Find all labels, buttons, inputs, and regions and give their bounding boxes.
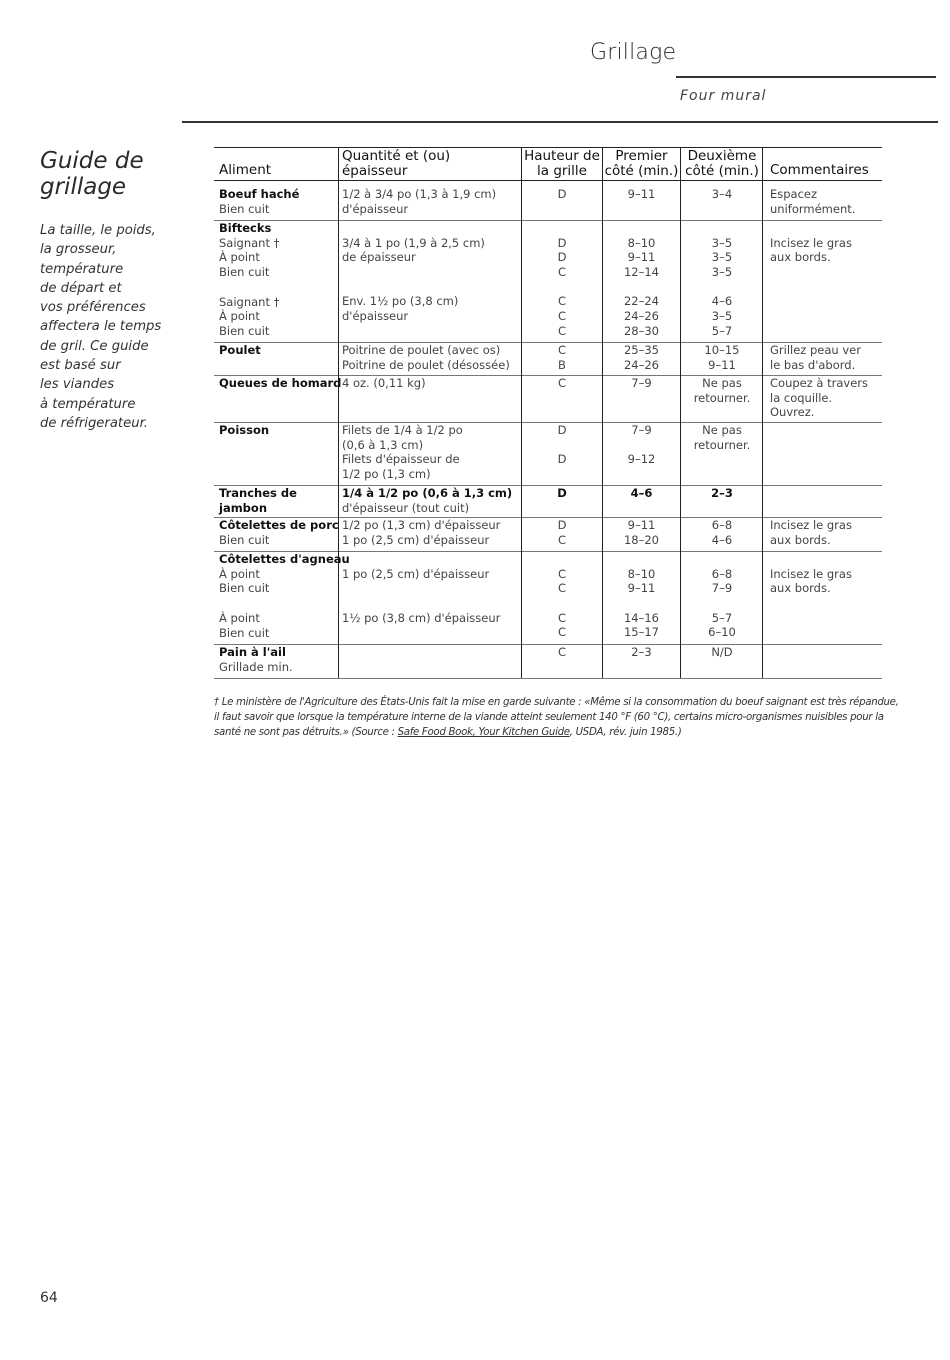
cell-text: 8–10 (627, 566, 656, 581)
cell-text: 1/2 po (1,3 cm) (342, 467, 431, 482)
footnote-text: , USDA, rév. juin 1985.) (569, 727, 682, 738)
cell-text (522, 552, 602, 567)
cell-text: retourner. (693, 437, 751, 452)
column-header-text: côté (min.) (604, 163, 679, 179)
cell-text: 7–9 (631, 376, 652, 390)
cell-text: Bien cuit (219, 201, 270, 216)
table-cell-hauteur (522, 221, 602, 339)
column-header-text: Quantité et (ou) (342, 148, 451, 164)
sidebar-text-line: de gril. Ce guide (40, 338, 149, 354)
cell-text (342, 552, 520, 567)
cell-text: C (557, 566, 567, 581)
cell-text: Espacez (770, 187, 818, 201)
section-subtitle: Four mural (680, 88, 767, 104)
cell-text: Grillade min. (219, 659, 293, 674)
cell-text: 6–8 (711, 518, 733, 532)
column-header-text: la grille (537, 163, 587, 179)
cell-text: Incisez le gras (770, 566, 852, 581)
cell-text: 1 po (2,5 cm) d'épaisseur (342, 532, 490, 547)
table-cell-deuxieme (682, 645, 762, 660)
cell-text: aux bords. (770, 581, 831, 596)
cell-text: 1/2 po (1,3 cm) d'épaisseur (342, 518, 501, 532)
table-cell-aliment (219, 221, 337, 339)
page-number: 64 (40, 1290, 58, 1306)
cell-text: Bien cuit (219, 323, 270, 338)
cell-text: 3–5 (711, 265, 733, 280)
cell-text: C (557, 532, 567, 547)
column-header-text: Deuxième (687, 148, 757, 164)
column-header-aliment (219, 163, 337, 178)
cell-text: C (557, 581, 567, 596)
cell-text: 4–6 (630, 486, 653, 500)
cell-text: 9–11 (627, 250, 656, 265)
table-cell-hauteur (522, 376, 602, 391)
cell-text: 6–10 (708, 625, 736, 640)
table-cell-commentaires (770, 343, 882, 372)
table-cell-commentaires (770, 376, 882, 420)
table-cell-commentaires (770, 518, 882, 547)
cell-text: C (557, 309, 567, 324)
sidebar-text-line: est basé sur (40, 358, 121, 374)
cell-text: 9–11 (708, 357, 736, 372)
cell-text: Ne pas (702, 423, 742, 437)
cell-text: C (557, 625, 567, 640)
cell-text: C (557, 294, 567, 309)
sidebar-title-line: grillage (40, 174, 127, 200)
sidebar-text-line: les viandes (40, 377, 115, 393)
table-cell-commentaires (770, 552, 882, 596)
cell-text: 3–5 (711, 235, 733, 250)
column-divider (762, 147, 763, 678)
cell-text: 3–4 (711, 187, 733, 201)
table-cell-premier (604, 343, 679, 372)
table-cell-hauteur (522, 423, 602, 467)
table-cell-deuxieme (682, 343, 762, 372)
table-cell-aliment (219, 486, 337, 515)
cell-text: 1/2 à 3/4 po (1,3 à 1,9 cm) (342, 187, 497, 201)
table-cell-aliment (219, 645, 337, 674)
cell-text: 10–15 (704, 343, 740, 357)
cell-text: d'épaisseur (tout cuit) (342, 500, 470, 515)
footnote-line: † Le ministère de l'Agriculture des États-Unis fait la mise en garde suivante : «Même si la consommation du boeuf saignant est très répandue, (214, 697, 899, 708)
cell-text: 4–6 (711, 532, 733, 547)
table-cell-quantite (342, 376, 520, 391)
cell-text: Poulet (219, 343, 261, 357)
cell-text: Incisez le gras (770, 235, 852, 250)
sidebar-text-line: affectera le temps (40, 319, 162, 335)
column-header-deuxieme (682, 149, 762, 179)
cell-text: Queues de homard (219, 376, 342, 390)
cell-text: D (557, 423, 567, 437)
table-cell-aliment (219, 343, 337, 358)
table-cell-deuxieme (682, 221, 762, 339)
table-cell-aliment (219, 187, 337, 216)
cell-text (522, 221, 602, 236)
footnote (214, 695, 899, 740)
cell-text: 18–20 (623, 532, 660, 547)
cell-text: 9–12 (627, 452, 656, 467)
cell-text: Côtelettes de porc (219, 518, 339, 532)
footnote-text: santé ne sont pas détruits.» (Source : (214, 727, 398, 738)
cell-text: 2–3 (711, 486, 733, 500)
cell-text: C (557, 343, 567, 357)
table-cell-premier (604, 645, 679, 660)
cell-text: 7–9 (631, 423, 652, 437)
cell-text: C (557, 645, 567, 659)
cell-text: 1½ po (3,8 cm) d'épaisseur (342, 610, 501, 625)
column-header-hauteur (522, 149, 602, 179)
cell-text: Poitrine de poulet (désossée) (342, 357, 510, 372)
table-header-rule (214, 180, 882, 181)
cell-text: 5–7 (711, 610, 733, 625)
cell-text (522, 438, 602, 453)
cell-text: 3–5 (711, 309, 733, 324)
table-cell-premier (604, 486, 679, 501)
cell-text: Saignant † (219, 235, 280, 250)
cell-text: Tranches de (219, 486, 297, 500)
cell-text (604, 596, 679, 611)
cell-text: C (557, 265, 567, 280)
cell-text: 24–26 (623, 309, 660, 324)
table-cell-aliment (219, 518, 337, 547)
column-divider (602, 147, 603, 678)
cell-text (682, 280, 762, 295)
table-cell-quantite (342, 423, 520, 482)
cell-text: 3/4 à 1 po (1,9 à 2,5 cm) (342, 235, 485, 250)
column-divider (680, 147, 681, 678)
cell-text: (0,6 à 1,3 cm) (342, 437, 424, 452)
table-cell-commentaires (770, 221, 882, 265)
cell-text: 24–26 (623, 357, 660, 372)
table-cell-hauteur (522, 343, 602, 372)
cell-text (604, 280, 679, 295)
sidebar-text-line: de réfrigerateur. (40, 415, 148, 431)
cell-text (342, 324, 520, 339)
table-cell-premier (604, 187, 679, 202)
cell-text: Ne pas (702, 376, 742, 390)
table-cell-premier (604, 423, 679, 467)
cell-text: Boeuf haché (219, 187, 300, 201)
cell-text: Incisez le gras (770, 518, 852, 532)
table-cell-premier (604, 376, 679, 391)
cell-text: le bas d'abord. (770, 357, 856, 372)
cell-text: Bien cuit (219, 581, 270, 596)
table-cell-premier (604, 221, 679, 339)
cell-text: de épaisseur (342, 250, 416, 265)
cell-text: 4–6 (711, 294, 733, 309)
cell-text: Côtelettes d'agneau (219, 552, 350, 566)
cell-text: D (557, 187, 567, 201)
column-header-text: côté (min.) (685, 163, 759, 179)
table-cell-deuxieme (682, 376, 762, 405)
cell-text: N/D (711, 645, 733, 659)
cell-text: d'épaisseur (342, 201, 409, 216)
sidebar-text-line: la grosseur, (40, 242, 117, 258)
cell-text (522, 596, 602, 611)
table-cell-deuxieme (682, 423, 762, 452)
cell-text: D (557, 486, 567, 500)
table-cell-quantite (342, 486, 520, 515)
sidebar-description (40, 221, 175, 433)
cell-text: 15–17 (623, 625, 660, 640)
cell-text: 9–11 (627, 581, 656, 596)
cell-text: Pain à l'ail (219, 645, 286, 659)
cell-text: Bien cuit (219, 265, 270, 280)
table-cell-quantite (342, 552, 520, 625)
column-header-premier (604, 149, 679, 179)
cell-text: 1 po (2,5 cm) d'épaisseur (342, 566, 490, 581)
cell-text: À point (219, 309, 260, 324)
cell-text: la coquille. (770, 390, 833, 405)
cell-text: 2–3 (631, 645, 652, 659)
cell-text: jambon (219, 500, 268, 515)
cell-text: 1/4 à 1/2 po (0,6 à 1,3 cm) (342, 486, 513, 500)
cell-text: Filets de 1/4 à 1/2 po (342, 423, 463, 437)
source-title: Safe Food Book, Your Kitchen Guide (397, 727, 570, 738)
column-header-text: Hauteur de (524, 148, 600, 164)
cell-text (682, 552, 762, 567)
section-title: Grillage (590, 40, 677, 65)
cell-text (342, 280, 520, 295)
cell-text: D (557, 250, 567, 265)
table-cell-hauteur (522, 645, 602, 660)
cell-text (219, 280, 337, 295)
table-cell-premier (604, 552, 679, 640)
cell-text: Coupez à travers (770, 376, 869, 390)
cell-text: 9–11 (627, 518, 656, 532)
table-cell-quantite (342, 518, 520, 547)
table-cell-deuxieme (682, 486, 762, 501)
cell-text: 14–16 (623, 610, 660, 625)
cell-text: 4 oz. (0,11 kg) (342, 376, 426, 390)
column-header-commentaires (770, 163, 882, 178)
cell-text: uniformément. (770, 201, 856, 216)
cell-text (682, 596, 762, 611)
column-header-text: épaisseur (342, 163, 408, 179)
cell-text: D (557, 235, 567, 250)
sidebar-text-line: de départ et (40, 280, 122, 296)
cell-text (604, 552, 679, 567)
sidebar-text-line: à température (40, 396, 136, 412)
table-cell-deuxieme (682, 552, 762, 640)
cell-text: Biftecks (219, 221, 272, 235)
cell-text: D (557, 452, 567, 467)
cell-text: 9–11 (627, 187, 656, 201)
cell-text: Bien cuit (219, 532, 270, 547)
cell-text (604, 438, 679, 453)
cell-text: 8–10 (627, 235, 656, 250)
table-cell-hauteur (522, 486, 602, 501)
cell-text: 22–24 (623, 294, 660, 309)
sidebar-text-line: température (40, 261, 124, 277)
table-cell-deuxieme (682, 187, 762, 202)
cell-text: C (557, 323, 567, 338)
cell-text: 6–8 (711, 566, 733, 581)
cell-text: Poitrine de poulet (avec os) (342, 343, 501, 357)
footnote-line (214, 725, 884, 740)
table-cell-deuxieme (682, 518, 762, 547)
cell-text: Env. 1½ po (3,8 cm) (342, 294, 459, 309)
cell-text (604, 221, 679, 236)
cell-text: d'épaisseur (342, 309, 409, 324)
table-cell-quantite (342, 343, 520, 372)
table-cell-aliment (219, 376, 342, 391)
cell-text (342, 265, 520, 280)
sidebar-title-line: Guide de (40, 148, 144, 174)
cell-text (770, 552, 882, 567)
cell-text: Filets d'épaisseur de (342, 452, 460, 467)
cell-text: 25–35 (623, 343, 660, 357)
cell-text: B (558, 357, 566, 372)
footnote-line: il faut savoir que lorsque la température interne de la viande atteint seulement 140 °F (60 °C), certains micro-organismes nuisibles pour la (214, 712, 884, 723)
grilling-table (214, 0, 882, 680)
cell-text (682, 221, 762, 236)
cell-text: aux bords. (770, 532, 831, 547)
cell-text: À point (219, 610, 260, 625)
sidebar-text-line: vos préférences (40, 300, 146, 316)
cell-text: D (557, 518, 567, 532)
cell-text: 28–30 (623, 323, 660, 338)
column-header-quantite (342, 149, 520, 179)
cell-text: Bien cuit (219, 625, 270, 640)
cell-text: retourner. (693, 390, 751, 405)
cell-text (522, 280, 602, 295)
cell-text: aux bords. (770, 250, 831, 265)
table-cell-quantite (342, 187, 520, 216)
table-cell-commentaires (770, 187, 882, 216)
cell-text: 7–9 (711, 581, 733, 596)
column-header-text: Commentaires (770, 162, 869, 178)
cell-text (342, 221, 520, 236)
table-cell-premier (604, 518, 679, 547)
cell-text (770, 221, 882, 236)
cell-text: Grillez peau ver (770, 343, 861, 357)
cell-text: À point (219, 250, 260, 265)
cell-text: C (557, 610, 567, 625)
cell-text: 12–14 (623, 265, 660, 280)
cell-text (342, 596, 520, 611)
cell-text (342, 581, 520, 596)
column-divider (338, 147, 339, 678)
cell-text: 3–5 (711, 250, 733, 265)
cell-text: Poisson (219, 423, 270, 437)
table-cell-aliment (219, 423, 337, 438)
table-cell-hauteur (522, 518, 602, 547)
cell-text: Ouvrez. (770, 405, 815, 420)
table-cell-aliment (219, 552, 350, 640)
sidebar-title (40, 148, 144, 200)
table-cell-quantite (342, 221, 520, 339)
cell-text (219, 596, 337, 611)
table-cell-hauteur (522, 187, 602, 202)
cell-text: 5–7 (711, 323, 733, 338)
cell-text: C (557, 376, 567, 390)
column-header-text: Premier (615, 148, 668, 164)
cell-text: À point (219, 566, 260, 581)
cell-text: Saignant † (219, 294, 280, 309)
sidebar-text-line: La taille, le poids, (40, 223, 156, 238)
column-header-text: Aliment (219, 162, 272, 178)
row-divider (214, 678, 882, 679)
table-cell-hauteur (522, 552, 602, 640)
